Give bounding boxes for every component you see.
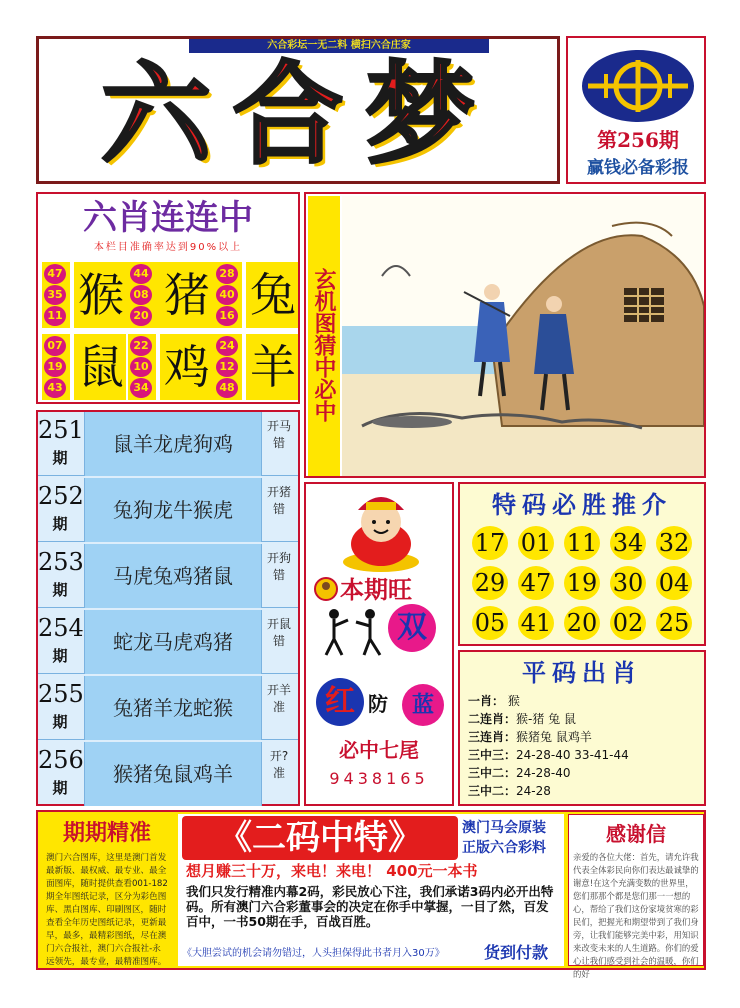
number-ball: 44 bbox=[130, 264, 152, 284]
six-zodiac-panel bbox=[36, 192, 300, 404]
special-numbers-panel bbox=[458, 482, 706, 646]
number-ball: 34 bbox=[130, 378, 152, 398]
number-ball: 43 bbox=[44, 378, 66, 398]
two-code-heading: 《二码中特》 bbox=[182, 816, 458, 860]
predicted-animals: 兔猪羊龙蛇猴 bbox=[84, 676, 262, 740]
predicted-animals: 蛇龙马虎鸡猪 bbox=[84, 610, 262, 674]
flat-value: 24-28-40 33-41-44 bbox=[516, 748, 629, 762]
number-ball: 16 bbox=[216, 306, 238, 326]
special-number-ball: 04 bbox=[656, 566, 692, 600]
ad-note: 《大胆尝试的机会请勿错过，人头担保得此书者月入30万》 bbox=[182, 948, 445, 959]
guard-label: 防 bbox=[368, 692, 388, 716]
issue-num: 251 bbox=[38, 416, 84, 444]
special-number-ball: 19 bbox=[564, 566, 600, 600]
number-ball: 11 bbox=[44, 306, 66, 326]
special-number-ball: 25 bbox=[656, 606, 692, 640]
cash-on-delivery-label: 货到付款 bbox=[484, 943, 549, 962]
flat-title: 平码出肖 bbox=[522, 658, 642, 687]
special-number-ball: 32 bbox=[656, 526, 692, 560]
flat-line bbox=[468, 710, 704, 728]
zodiac-animal: 猪 bbox=[160, 262, 216, 328]
flat-value: 24-28-40 bbox=[516, 766, 571, 780]
history-table bbox=[36, 410, 300, 806]
double-badge: 双 bbox=[388, 604, 436, 652]
official-label: 澳门马会原装 bbox=[462, 820, 546, 836]
zodiac-animal: 兔 bbox=[246, 262, 298, 328]
thank-you-letter bbox=[568, 814, 704, 979]
issue-unit: 期 bbox=[52, 581, 68, 599]
issue-num: 255 bbox=[38, 680, 84, 708]
special-number-ball: 29 bbox=[472, 566, 508, 600]
number-ball: 47 bbox=[44, 264, 66, 284]
accuracy-column bbox=[40, 814, 174, 966]
flat-code-panel bbox=[458, 650, 706, 806]
special-number-ball: 41 bbox=[518, 606, 554, 640]
history-row bbox=[38, 412, 298, 476]
special-number-ball: 02 bbox=[610, 606, 646, 640]
number-ball: 35 bbox=[44, 285, 66, 305]
history-row bbox=[38, 742, 298, 806]
number-ball: 10 bbox=[130, 357, 152, 377]
predicted-animals: 鼠羊龙虎狗鸡 bbox=[84, 412, 262, 476]
flat-label: 三中二： bbox=[468, 766, 517, 780]
history-row bbox=[38, 610, 298, 674]
zodiac-title: 六肖连连中 bbox=[83, 198, 253, 238]
result-text: 开猪错 bbox=[266, 485, 291, 516]
issue-unit: 期 bbox=[52, 779, 68, 797]
zodiac-cell bbox=[214, 334, 298, 400]
special-title: 特码必胜推介 bbox=[492, 490, 672, 519]
mascot-title: 本期旺 bbox=[340, 576, 412, 604]
fighters-icon bbox=[320, 606, 386, 660]
number-ball: 07 bbox=[44, 336, 66, 356]
special-number-ball: 20 bbox=[564, 606, 600, 640]
bottom-ad-panel bbox=[36, 810, 706, 979]
result-text: 开鼠错 bbox=[266, 617, 291, 648]
issue-box bbox=[566, 36, 706, 184]
number-ball: 48 bbox=[216, 378, 238, 398]
zodiac-cell bbox=[214, 262, 298, 328]
number-ball: 12 bbox=[216, 357, 238, 377]
flat-value: 猴-猪 兔 鼠 bbox=[516, 712, 576, 726]
flat-label: 二连肖： bbox=[468, 712, 517, 726]
history-row bbox=[38, 676, 298, 740]
page-title: 六合梦 bbox=[101, 51, 497, 179]
riddle-picture-panel bbox=[304, 192, 706, 478]
flat-line bbox=[468, 782, 704, 800]
tail-digits: 9438165 bbox=[329, 769, 429, 788]
flat-value: 猴猪兔 鼠鸡羊 bbox=[516, 730, 592, 744]
number-ball: 22 bbox=[130, 336, 152, 356]
seven-tails-title: 必中七尾 bbox=[339, 738, 419, 762]
accuracy-title: 期期精准 bbox=[62, 821, 151, 846]
issue-num: 253 bbox=[38, 548, 84, 576]
predicted-animals: 猴猪兔鼠鸡羊 bbox=[84, 742, 262, 806]
ad-body: 我们只发行精准内幕2码，彩民放心下注，我们承诺3码内必开出特码。所有澳门六合彩董事会的决定在你手中掌握，一目了然，百发百中，一书50期在手，百战百胜。 bbox=[186, 884, 554, 929]
number-ball: 24 bbox=[216, 336, 238, 356]
flat-line bbox=[468, 764, 704, 782]
zodiac-subtitle: 本栏目准确率达到90%以上 bbox=[93, 242, 243, 253]
special-number-ball: 11 bbox=[564, 526, 600, 560]
special-number-ball: 17 bbox=[472, 526, 508, 560]
issue-unit: 期 bbox=[52, 713, 68, 731]
ring-emblem-icon bbox=[578, 46, 698, 126]
predicted-animals: 兔狗龙牛猴虎 bbox=[84, 478, 262, 542]
special-number-ball: 30 bbox=[610, 566, 646, 600]
number-ball: 40 bbox=[216, 285, 238, 305]
riddle-vertical-title: 玄机图猜中必中 bbox=[308, 196, 340, 476]
history-row bbox=[38, 478, 298, 542]
result-text: 开?准 bbox=[269, 749, 289, 780]
issue-num: 256 bbox=[38, 746, 84, 774]
issue-num: 252 bbox=[38, 482, 84, 510]
zodiac-animal: 羊 bbox=[246, 334, 298, 400]
issue-unit: 期 bbox=[52, 515, 68, 533]
blue-badge: 蓝 bbox=[402, 684, 444, 726]
thank-you-text: 亲爱的各位大佬：首先，请允许我代表全体彩民向你们表达最诚挚的谢意!在这个充满变数的世界里，您们那那个都是您们那一一想的心，帮给了我们这份家境贫寒的彩民们，把握光和期望带到了我们身旁，让我们能够完美中彩，用知识来改变未来的人生道路。你们的爱心让我们感受到社会的温暖，你们的好 bbox=[573, 852, 699, 979]
accuracy-text: 澳门六合图库，这里是澳门首发最新版、最权威、最专业、最全面图库，随时提供查看001-182期全年图纸记录，区分为彩色图库、黑白图库、印刷图区，随时查看全年历史图纸记录，更新最早，最多，最精彩图纸，尽在澳门六合报社，澳门六合报社-永远领先，最专业，最精准图库。 bbox=[46, 853, 168, 967]
price-slogan: 想月赚三十万，来电！来电！ 400元一本书 bbox=[186, 862, 478, 880]
issue-unit: 期 bbox=[52, 449, 68, 467]
number-ball: 28 bbox=[216, 264, 238, 284]
badge-icon bbox=[314, 576, 338, 602]
result-text: 开狗错 bbox=[266, 551, 291, 582]
flat-label: 三中三： bbox=[468, 748, 517, 762]
special-number-ball: 47 bbox=[518, 566, 554, 600]
result-text: 开羊准 bbox=[266, 683, 291, 714]
flat-line bbox=[468, 746, 704, 764]
flat-value: 猴 bbox=[504, 694, 520, 708]
issue-tagline: 赢钱必备彩报 bbox=[587, 158, 689, 178]
mascot-panel bbox=[304, 482, 454, 806]
issue-number: 第256期 bbox=[597, 128, 679, 152]
history-row bbox=[38, 544, 298, 608]
genuine-label: 正版六合彩料 bbox=[462, 840, 546, 856]
flat-label: 一肖： bbox=[468, 694, 505, 708]
thank-you-title: 感谢信 bbox=[606, 822, 666, 846]
flat-line bbox=[468, 692, 704, 710]
special-number-ball: 05 bbox=[472, 606, 508, 640]
zodiac-animal: 猴 bbox=[74, 262, 166, 328]
red-badge: 红 bbox=[316, 678, 364, 726]
fortune-god-icon bbox=[336, 488, 426, 574]
flat-label: 三连肖： bbox=[468, 730, 517, 744]
flat-label: 三中二： bbox=[468, 784, 517, 798]
zodiac-animal: 鸡 bbox=[160, 334, 216, 400]
predicted-animals: 马虎兔鸡猪鼠 bbox=[84, 544, 262, 608]
special-number-ball: 01 bbox=[518, 526, 554, 560]
result-text: 开马错 bbox=[266, 419, 291, 450]
flat-line bbox=[468, 728, 704, 746]
issue-unit: 期 bbox=[52, 647, 68, 665]
issue-num: 254 bbox=[38, 614, 84, 642]
number-ball: 19 bbox=[44, 357, 66, 377]
slogan-banner: 六合彩坛一无二料 横扫六合庄家 bbox=[189, 39, 489, 53]
riddle-illustration bbox=[342, 196, 704, 476]
number-ball: 08 bbox=[130, 285, 152, 305]
special-number-ball: 34 bbox=[610, 526, 646, 560]
zodiac-animal: 鼠 bbox=[74, 334, 126, 400]
two-code-ad bbox=[178, 814, 564, 966]
number-ball: 20 bbox=[130, 306, 152, 326]
masthead bbox=[36, 36, 560, 184]
flat-value: 24-28 bbox=[516, 784, 551, 798]
